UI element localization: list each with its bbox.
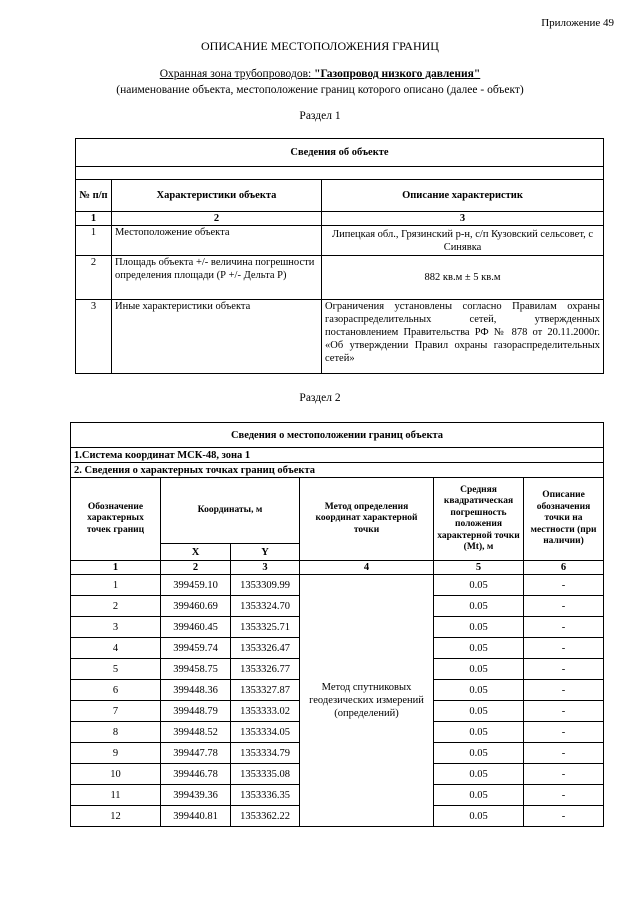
col-header-point: Обозначение характерных точек границ (71, 478, 161, 561)
row-desc: Ограничения установлены согласно Правилам охраны газораспределительных сетей, утвержденных постановлением Правительства РФ № 878 от 20.11.2000г. «Об утверждении Правил охраны газораспределительных сетей» (322, 300, 604, 374)
col-header-coords: Координаты, м (161, 478, 300, 544)
error-value: 0.05 (434, 785, 524, 806)
object-info-table (75, 138, 604, 374)
coord-system-line: 1.Система координат МСК-48, зона 1 (71, 448, 604, 463)
coord-x: 399460.69 (161, 596, 231, 617)
row-desc: 882 кв.м ± 5 кв.м (322, 256, 604, 300)
coord-y: 1353326.77 (231, 659, 300, 680)
point-id: 11 (71, 785, 161, 806)
col-number: 3 (322, 212, 604, 226)
error-value: 0.05 (434, 596, 524, 617)
point-description: - (524, 575, 604, 596)
points-body (71, 575, 604, 827)
coord-y: 1353334.79 (231, 743, 300, 764)
col-header-num: № п/п (76, 180, 112, 212)
point-id: 5 (71, 659, 161, 680)
error-value: 0.05 (434, 638, 524, 659)
col-header-method: Метод определения координат характерной точки (300, 478, 434, 561)
point-id: 3 (71, 617, 161, 638)
point-id: 9 (71, 743, 161, 764)
point-description: - (524, 785, 604, 806)
point-description: - (524, 806, 604, 827)
error-value: 0.05 (434, 701, 524, 722)
table-row (76, 256, 604, 300)
col-number: 4 (300, 561, 434, 575)
point-id: 10 (71, 764, 161, 785)
point-description: - (524, 638, 604, 659)
document-title: ОПИСАНИЕ МЕСТОПОЛОЖЕНИЯ ГРАНИЦ (201, 39, 439, 53)
coord-y: 1353336.35 (231, 785, 300, 806)
col-number: 3 (231, 561, 300, 575)
row-num: 2 (76, 256, 112, 300)
col-header-characteristic: Характеристики объекта (112, 180, 322, 212)
coord-x: 399439.36 (161, 785, 231, 806)
method-cell: Метод спутниковых геодезических измерений (определений) (300, 575, 434, 827)
row-desc: Липецкая обл., Грязинский р-н, с/п Кузовский сельсовет, с Синявка (322, 226, 604, 256)
object-subject (0, 68, 640, 80)
col-number: 6 (524, 561, 604, 575)
point-description: - (524, 701, 604, 722)
boundary-table-title: Сведения о местоположении границ объекта (71, 423, 604, 448)
point-id: 7 (71, 701, 161, 722)
point-description: - (524, 743, 604, 764)
col-number: 2 (161, 561, 231, 575)
coord-x: 399447.78 (161, 743, 231, 764)
point-id: 6 (71, 680, 161, 701)
coord-y: 1353335.08 (231, 764, 300, 785)
coord-x: 399459.74 (161, 638, 231, 659)
error-value: 0.05 (434, 659, 524, 680)
coord-x: 399446.78 (161, 764, 231, 785)
coord-x: 399448.36 (161, 680, 231, 701)
point-id: 8 (71, 722, 161, 743)
point-id: 12 (71, 806, 161, 827)
col-header-x: X (161, 544, 231, 561)
point-id: 4 (71, 638, 161, 659)
error-value: 0.05 (434, 722, 524, 743)
error-value: 0.05 (434, 806, 524, 827)
point-description: - (524, 764, 604, 785)
coord-y: 1353325.71 (231, 617, 300, 638)
error-value: 0.05 (434, 575, 524, 596)
point-description: - (524, 617, 604, 638)
subject-name: "Газопровод низкого давления" (314, 68, 481, 80)
coord-y: 1353334.05 (231, 722, 300, 743)
point-id: 1 (71, 575, 161, 596)
col-header-point-desc: Описание обозначения точки на местности (при наличии) (524, 478, 604, 561)
coord-y: 1353327.87 (231, 680, 300, 701)
coord-x: 399448.52 (161, 722, 231, 743)
section1-title: Раздел 1 (299, 110, 341, 122)
row-name: Иные характеристики объекта (112, 300, 322, 374)
point-description: - (524, 659, 604, 680)
error-value: 0.05 (434, 743, 524, 764)
object-info-title: Сведения об объекте (76, 139, 604, 167)
col-header-y: Y (231, 544, 300, 561)
col-header-error: Средняя квадратическая погрешность положения характерной точки (Mt), м (434, 478, 524, 561)
col-number: 1 (71, 561, 161, 575)
col-number: 1 (76, 212, 112, 226)
appendix-label: Приложение 49 (541, 17, 614, 29)
coord-y: 1353324.70 (231, 596, 300, 617)
col-number: 5 (434, 561, 524, 575)
row-num: 1 (76, 226, 112, 256)
coord-x: 399459.10 (161, 575, 231, 596)
error-value: 0.05 (434, 764, 524, 785)
error-value: 0.05 (434, 680, 524, 701)
coord-x: 399458.75 (161, 659, 231, 680)
point-description: - (524, 722, 604, 743)
coord-x: 399440.81 (161, 806, 231, 827)
boundary-points-table (70, 422, 604, 827)
coord-y: 1353362.22 (231, 806, 300, 827)
spacer-row (76, 167, 604, 180)
coord-x: 399448.79 (161, 701, 231, 722)
points-line: 2. Сведения о характерных точках границ объекта (71, 463, 604, 478)
col-number: 2 (112, 212, 322, 226)
row-num: 3 (76, 300, 112, 374)
col-header-description: Описание характеристик (322, 180, 604, 212)
coord-y: 1353333.02 (231, 701, 300, 722)
table-row (76, 300, 604, 374)
row-name: Площадь объекта +/- величина погрешности определения площади (Р +/- Дельта Р) (112, 256, 322, 300)
section2-title: Раздел 2 (299, 392, 341, 404)
point-id: 2 (71, 596, 161, 617)
table-row (76, 226, 604, 256)
coord-y: 1353326.47 (231, 638, 300, 659)
point-description: - (524, 596, 604, 617)
row-name: Местоположение объекта (112, 226, 322, 256)
subject-prefix: Охранная зона трубопроводов: (159, 68, 315, 80)
point-description: - (524, 680, 604, 701)
subject-note: (наименование объекта, местоположение границ которого описано (далее - объект) (116, 84, 524, 96)
coord-y: 1353309.99 (231, 575, 300, 596)
table-row (71, 575, 604, 596)
coord-x: 399460.45 (161, 617, 231, 638)
error-value: 0.05 (434, 617, 524, 638)
